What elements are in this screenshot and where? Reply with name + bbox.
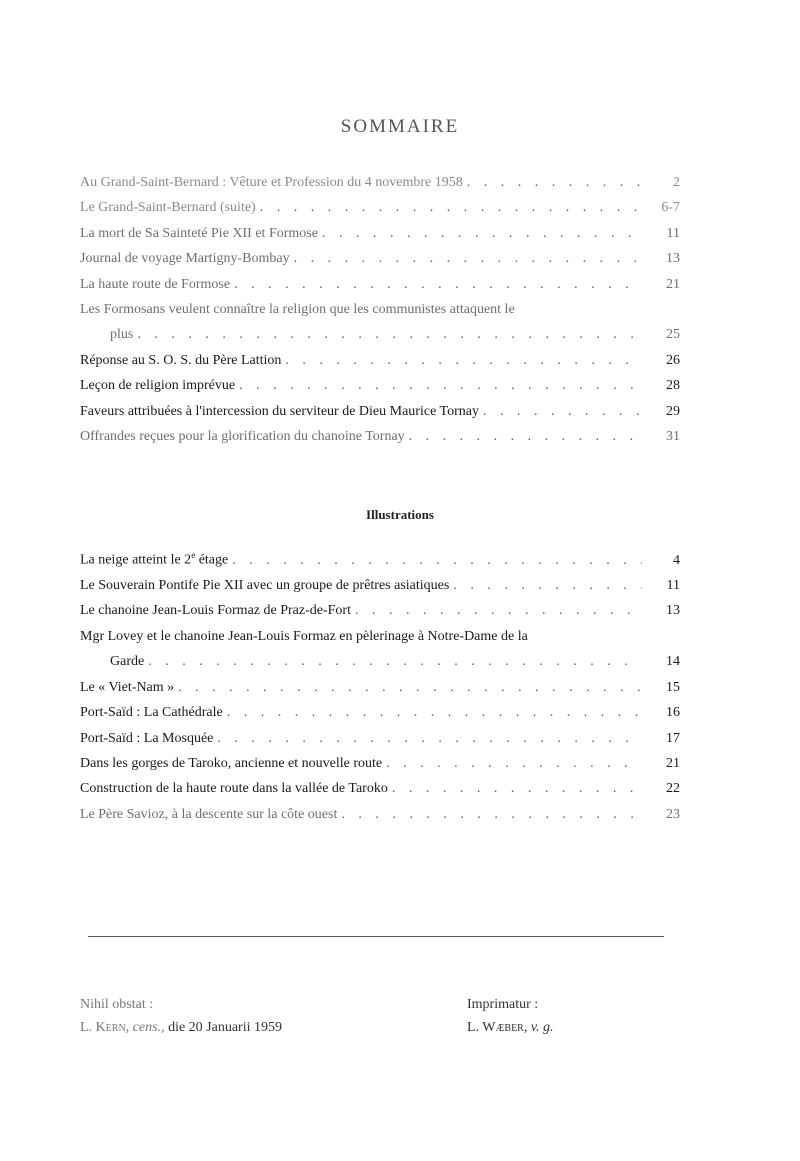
illustration-entry xyxy=(80,543,680,573)
nihil-obstat-line xyxy=(80,1016,282,1039)
imprimatur-role: v. g. xyxy=(530,1020,554,1035)
illustration-title: Le Père Savioz, à la descente sur la côte ouest xyxy=(80,806,338,822)
dot-leader xyxy=(260,195,642,220)
illustration-title: Construction de la haute route dans la vallée de Taroko xyxy=(80,781,388,797)
illustration-page: 22 xyxy=(666,781,680,797)
illustration-title-text: La neige atteint le 2 xyxy=(80,552,192,568)
dot-leader xyxy=(239,373,642,398)
dot-leader xyxy=(148,649,642,674)
dot-leader xyxy=(341,802,642,827)
toc-entry-page: 25 xyxy=(666,327,680,343)
toc-entry-page: 2 xyxy=(673,175,680,190)
nihil-obstat-block xyxy=(80,993,282,1039)
illustration-page: 4 xyxy=(673,552,680,568)
illustration-title: Port-Saïd : La Cathédrale xyxy=(80,705,223,721)
toc-entry-page: 28 xyxy=(666,378,680,394)
illustration-page: 17 xyxy=(666,730,680,746)
toc-entry-title: Journal de voyage Martigny-Bombay xyxy=(80,251,290,267)
illustration-title: Le « Viet-Nam » xyxy=(80,679,175,695)
dot-leader xyxy=(217,726,642,751)
illustration-entry xyxy=(80,802,680,827)
superscript: e xyxy=(191,550,196,560)
dot-leader xyxy=(409,424,642,449)
toc-entry xyxy=(80,373,680,398)
toc-entry-line1: Les Formosans veulent connaître la religion que les communistes attaquent le xyxy=(80,302,515,318)
dot-leader xyxy=(355,598,642,623)
dot-leader xyxy=(483,399,642,424)
toc-entry-page: 13 xyxy=(666,251,680,267)
illustration-title xyxy=(80,543,228,573)
dot-leader xyxy=(392,776,642,801)
dot-leader xyxy=(386,751,642,776)
toc-entry xyxy=(80,246,680,271)
toc-entry-title: Le Grand-Saint-Bernard (suite) xyxy=(80,200,256,216)
illustration-page: 11 xyxy=(666,578,680,594)
divider-rule xyxy=(88,936,664,937)
illustration-entry-line1: Mgr Lovey et le chanoine Jean-Louis Formaz en pèlerinage à Notre-Dame de la xyxy=(80,628,528,644)
illustration-title: Dans les gorges de Taroko, ancienne et nouvelle route xyxy=(80,755,383,771)
dot-leader xyxy=(285,348,642,373)
toc-entry xyxy=(80,195,680,220)
toc-entry-page: 26 xyxy=(666,352,680,368)
nihil-obstat-label: Nihil obstat : xyxy=(80,997,154,1012)
dot-leader xyxy=(453,573,642,598)
censor-name: L. Kern, xyxy=(80,1020,130,1035)
imprimatur-label: Imprimatur : xyxy=(467,997,539,1012)
censor-role: cens., xyxy=(132,1020,165,1035)
toc-entry-title: La haute route de Formose xyxy=(80,276,231,292)
toc-entry-title: Au Grand-Saint-Bernard : Vêture et Profession du 4 novembre 1958 xyxy=(80,175,463,190)
toc-entry-title: Offrandes reçues pour la glorification du chanoine Tornay xyxy=(80,429,405,445)
illustration-title: Le Souverain Pontife Pie XII avec un groupe de prêtres asiatiques xyxy=(80,578,450,594)
illustration-page: 21 xyxy=(666,755,680,771)
illustration-page: 13 xyxy=(666,603,680,619)
toc-entry xyxy=(80,399,680,424)
illustration-entry xyxy=(80,649,680,674)
illustration-title: Garde xyxy=(110,654,145,670)
toc-entry-title: Réponse au S. O. S. du Père Lattion xyxy=(80,352,282,368)
dot-leader xyxy=(227,700,642,725)
illustration-entry xyxy=(80,598,680,623)
nihil-obstat-date: die 20 Januarii 1959 xyxy=(168,1020,282,1035)
toc-entry-title: Faveurs attribuées à l'intercession du serviteur de Dieu Maurice Tornay xyxy=(80,403,479,419)
illustration-entry xyxy=(80,700,680,725)
toc-entry-title: Leçon de religion imprévue xyxy=(80,378,236,394)
imprimatur-block xyxy=(467,993,554,1039)
toc-entry xyxy=(80,221,680,246)
toc-entry-title: La mort de Sa Sainteté Pie XII et Formose xyxy=(80,225,318,241)
illustration-title-suffix: étage xyxy=(195,552,229,568)
illustration-page: 23 xyxy=(666,806,680,822)
toc-entry-title: plus xyxy=(110,327,134,343)
contents-list xyxy=(80,170,680,449)
toc-entry xyxy=(80,322,680,347)
toc-entry-page: 6-7 xyxy=(661,200,680,216)
dot-leader xyxy=(467,170,642,195)
toc-entry xyxy=(80,272,680,297)
illustration-entry xyxy=(80,751,680,776)
dot-leader xyxy=(234,272,642,297)
illustration-page: 14 xyxy=(666,654,680,670)
imprimatur-line xyxy=(467,1016,554,1039)
page-title: SOMMAIRE xyxy=(340,116,460,137)
imprimatur-name: L. Wæber, xyxy=(467,1020,528,1035)
illustration-entry xyxy=(80,726,680,751)
dot-leader xyxy=(322,221,642,246)
toc-entry-page: 11 xyxy=(666,225,680,241)
toc-entry xyxy=(80,424,680,449)
dot-leader xyxy=(294,246,642,271)
illustrations-heading: Illustrations xyxy=(366,507,434,522)
illustration-page: 15 xyxy=(666,679,680,695)
dot-leader xyxy=(232,548,642,573)
toc-entry xyxy=(80,170,680,195)
dot-leader xyxy=(178,675,642,700)
toc-entry xyxy=(80,348,680,373)
dot-leader xyxy=(137,322,642,347)
illustrations-list xyxy=(80,543,680,827)
toc-entry-page: 29 xyxy=(666,403,680,419)
toc-entry-page: 31 xyxy=(666,429,680,445)
illustration-entry xyxy=(80,776,680,801)
illustration-entry xyxy=(80,675,680,700)
illustration-entry xyxy=(80,573,680,598)
toc-entry-page: 21 xyxy=(666,276,680,292)
illustration-title: Le chanoine Jean-Louis Formaz de Praz-de-Fort xyxy=(80,603,351,619)
illustration-title: Port-Saïd : La Mosquée xyxy=(80,730,214,746)
illustration-page: 16 xyxy=(666,705,680,721)
